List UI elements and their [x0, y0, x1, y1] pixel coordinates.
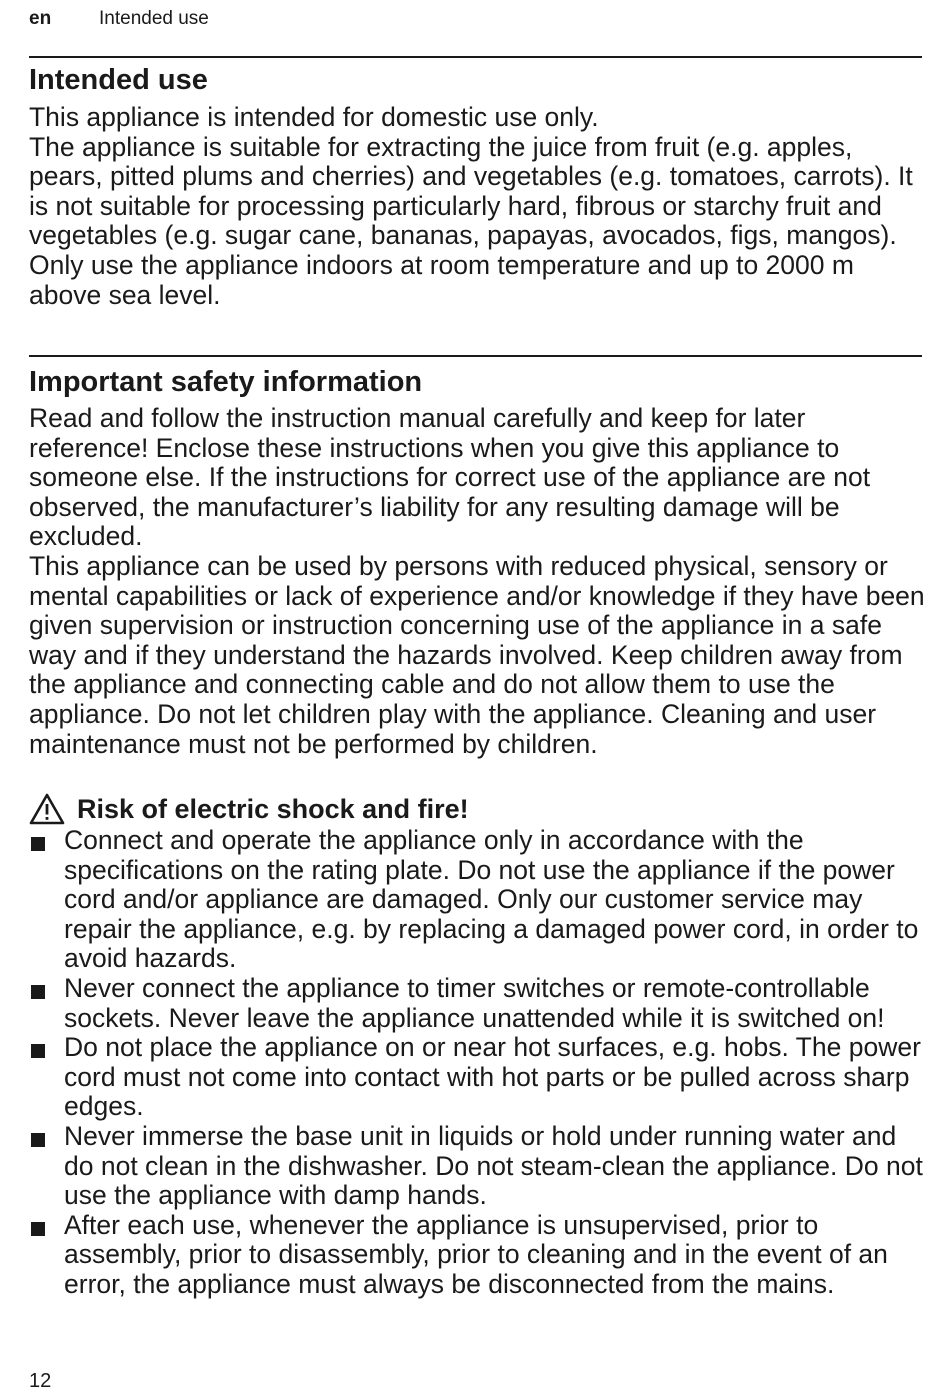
- safety-bullet-list: [29, 826, 929, 1300]
- bullet-text: Never connect the appliance to timer switches or remote-controllable sockets. Never leave the appliance unattended while it is switched on!: [64, 972, 885, 1033]
- bullet-square-icon: [31, 837, 45, 851]
- running-header: [29, 6, 209, 32]
- warning-triangle-icon: [29, 793, 65, 825]
- intended-use-paragraph: This appliance is intended for domestic use only.: [29, 102, 599, 132]
- bullet-text: Never immerse the base unit in liquids or hold under running water and do not clean in the dishwasher. Do not steam-clean the appliance. Do not use the appliance with damp hands.: [64, 1120, 923, 1211]
- bullet-text: Connect and operate the appliance only in accordance with the specifications on the rating plate. Do not use the appliance if the power cord and/or appliance are damaged. Only our customer service may repair the appliance, e.g. by replacing a damaged power cord, in order to avoid hazards.: [64, 825, 919, 974]
- intended-use-heading: Intended use: [29, 64, 208, 96]
- bullet-square-icon: [31, 1222, 45, 1236]
- running-header-section: Intended use: [99, 8, 209, 29]
- list-item: [29, 826, 929, 974]
- bullet-text: Do not place the appliance on or near hot surfaces, e.g. hobs. The power cord must not come into contact with hot parts or be pulled across sharp edges.: [64, 1032, 921, 1122]
- list-item: [29, 1211, 929, 1300]
- bullet-square-icon: [31, 1133, 45, 1147]
- safety-body: [29, 404, 929, 759]
- list-item: [29, 1033, 929, 1122]
- language-code: en: [29, 8, 52, 29]
- warning-heading: [29, 792, 469, 826]
- bullet-text: After each use, whenever the appliance is unsupervised, prior to assembly, prior to disassembly, prior to cleaning and in the event of an error, the appliance must always be disconnected from the mains.: [64, 1209, 888, 1299]
- intended-use-body: [29, 103, 929, 310]
- page-number: 12: [29, 1370, 52, 1392]
- list-item: [29, 1122, 929, 1211]
- list-item: [29, 974, 929, 1033]
- intended-use-paragraph: The appliance is suitable for extracting the juice from fruit (e.g. apples, pears, pitted plums and cherries) and vegetables (e.g. tomatoes, carrots). It is not suitable for processing particularly hard, fibrous or starchy fruit and vegetables (e.g. sugar cane, bananas, papayas, avocados, figs, mangos).: [29, 131, 913, 251]
- bullet-square-icon: [31, 1044, 45, 1058]
- warning-title: Risk of electric shock and fire!: [77, 794, 469, 824]
- safety-paragraph: Read and follow the instruction manual carefully and keep for later reference! Enclose these instructions when you give this appliance to someone else. If the instructions for correct use of the appliance are not observed, the manufacturer’s liability for any resulting damage will be excluded.: [29, 403, 871, 552]
- intended-use-paragraph: Only use the appliance indoors at room temperature and up to 2000 m above sea level.: [29, 249, 854, 310]
- header-rule: [29, 56, 922, 58]
- bullet-square-icon: [31, 985, 45, 999]
- safety-paragraph: This appliance can be used by persons with reduced physical, sensory or mental capabilities or lack of experience and/or knowledge if they have been given supervision or instruction concerning use of the appliance in a safe way and if they understand the hazards involved. Keep children away from the appliance and connecting cable and do not allow them to use the appliance. Do not let children play with the appliance. Cleaning and user maintenance must not be performed by children.: [29, 550, 925, 759]
- section-rule: [29, 355, 922, 357]
- safety-heading: Important safety information: [29, 366, 423, 398]
